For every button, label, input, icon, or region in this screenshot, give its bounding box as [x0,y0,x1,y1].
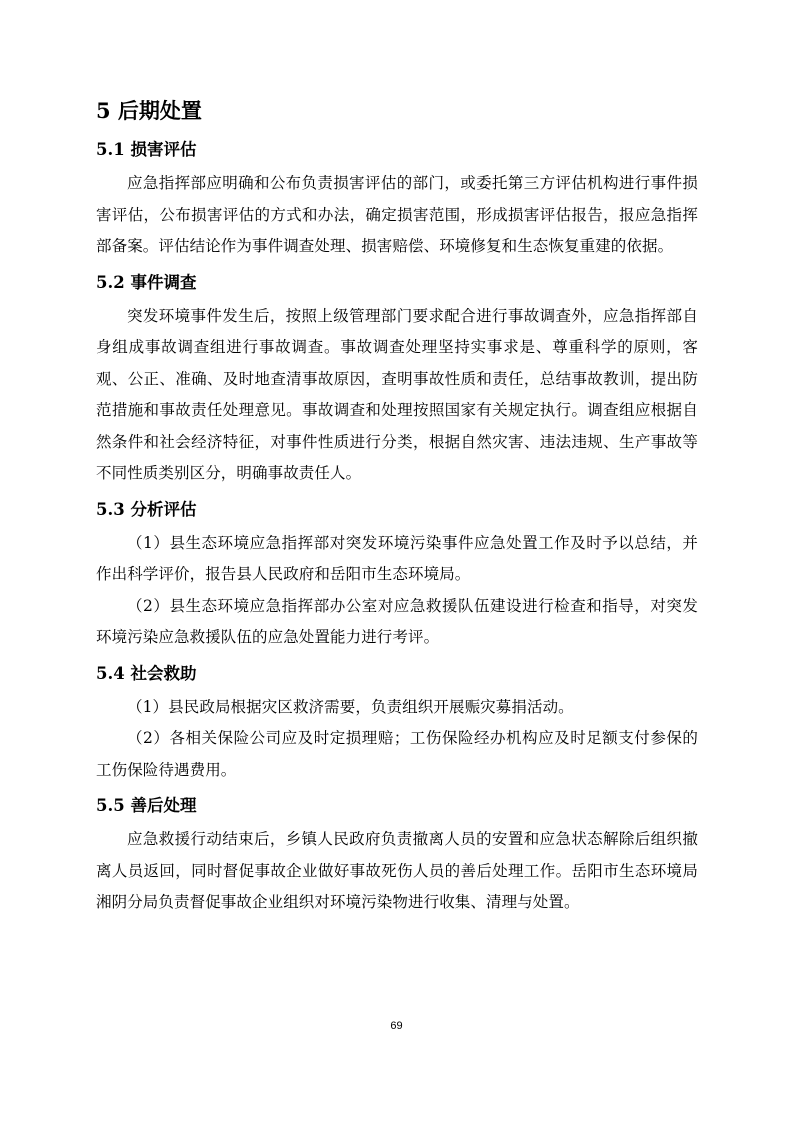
section-aftermath-handling [96,794,698,919]
section-analysis-evaluation [96,498,698,654]
section-heading: 5.3 分析评估 [96,499,197,519]
section-social-relief [96,662,698,787]
paragraph: 应急指挥部应明确和公布负责损害评估的部门，或委托第三方评估机构进行事件损害评估，公布损害评估的方式和办法，确定损害范围，形成损害评估报告，报应急指挥部备案。评估结论作为事件调查处理、损害赔偿、环境修复和生态恢复重建的依据。 [96,174,698,255]
paragraph: 应急救援行动结束后，乡镇人民政府负责撤离人员的安置和应急状态解除后组织撤离人员返回，同时督促事故企业做好事故死伤人员的善后处理工作。岳阳市生态环境局湘阴分局负责督促事故企业组织对环境污染物进行收集、清理与处置。 [96,830,698,911]
section-damage-assessment [96,138,698,263]
page-number: 69 [390,1020,403,1032]
paragraph: （2）各相关保险公司应及时定损理赔；工伤保险经办机构应及时足额支付参保的工伤保险待遇费用。 [96,729,698,779]
section-heading: 5.2 事件调查 [96,272,197,292]
paragraph: 突发环境事件发生后，按照上级管理部门要求配合进行事故调查外，应急指挥部自身组成事故调查组进行事故调查。事故调查处理坚持实事求是、尊重科学的原则，客观、公正、准确、及时地查清事故原因，查明事故性质和责任，总结事故教训，提出防范措施和事故责任处理意见。事故调查和处理按照国家有关规定执行。调查组应根据自然条件和社会经济特征，对事件性质进行分类，根据自然灾害、违法违规、生产事故等不同性质类别区分，明确事故责任人。 [96,306,698,482]
section-heading: 5.1 损害评估 [96,140,197,159]
section-incident-investigation [96,271,698,490]
section-heading: 5.5 善后处理 [96,796,197,815]
paragraph: （2）县生态环境应急指挥部办公室对应急救援队伍建设进行检查和指导，对突发环境污染应急救援队伍的应急处置能力进行考评。 [96,596,698,646]
section-heading: 5.4 社会救助 [96,663,197,683]
paragraph: （1）县生态环境应急指挥部对突发环境污染事件应急处置工作及时予以总结，并作出科学评价，报告县人民政府和岳阳市生态环境局。 [96,533,698,583]
page-content [96,96,698,919]
chapter-title: 5 后期处置 [96,98,202,123]
paragraph: （1）县民政局根据灾区救济需要，负责组织开展赈灾募捐活动。 [127,697,574,716]
